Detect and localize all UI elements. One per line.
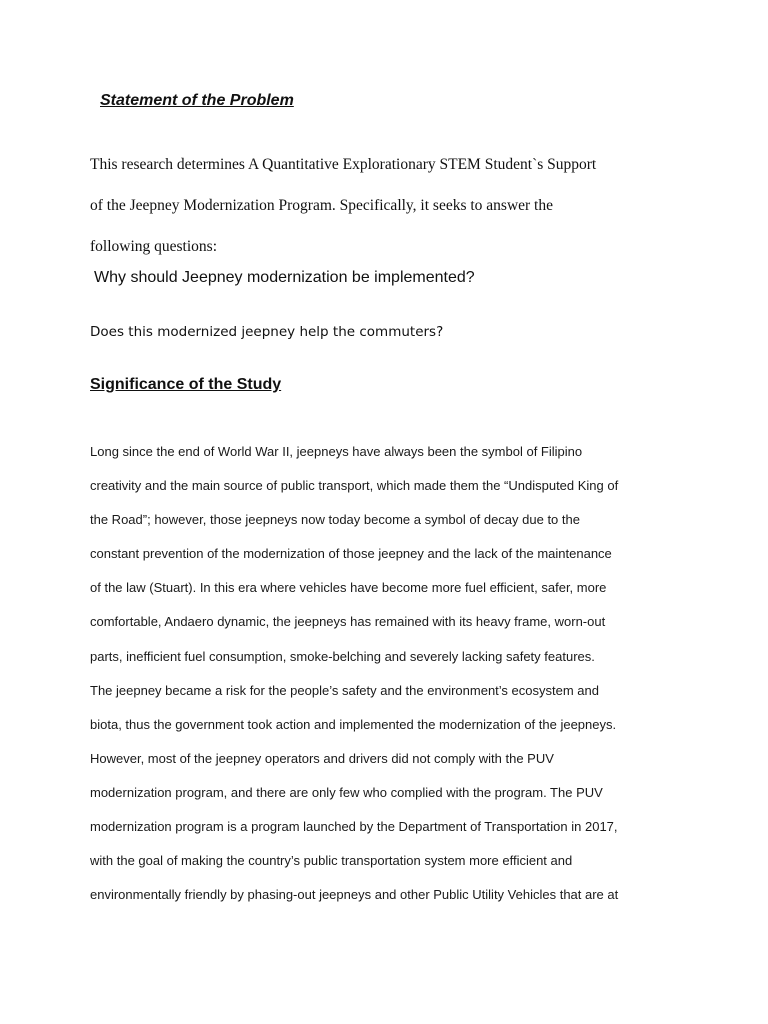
significance-of-study-heading: Significance of the Study — [90, 376, 282, 393]
paragraph-line: modernization program, and there are only few who complied with the program. The PUV — [90, 784, 603, 800]
research-question-2: Does this modernized jeepney help the commuters? — [90, 324, 444, 340]
paragraph-line: with the goal of making the country’s public transportation system more efficient and — [90, 853, 573, 869]
paragraph-line: parts, inefficient fuel consumption, smoke-belching and severely lacking safety features. — [90, 648, 595, 664]
paragraph-line: biota, thus the government took action and implemented the modernization of the jeepneys. — [90, 716, 617, 732]
paragraph-line: modernization program is a program launched by the Department of Transportation in 2017, — [90, 819, 618, 835]
paragraph-line: However, most of the jeepney operators and drivers did not comply with the PUV — [90, 750, 554, 766]
paragraph-line: the Road”; however, those jeepneys now today become a symbol of decay due to the — [90, 512, 580, 528]
paragraph-line: Long since the end of World War II, jeepneys have always been the symbol of Filipino — [90, 444, 583, 459]
significance-paragraph — [90, 441, 690, 918]
paragraph-line: creativity and the main source of public transport, which made them the “Undisputed King of — [90, 478, 619, 494]
paragraph-line: constant prevention of the modernization of those jeepney and the lack of the maintenance — [90, 546, 612, 562]
paragraph-line: comfortable, Andaero dynamic, the jeepneys has remained with its heavy frame, worn-out — [90, 614, 606, 630]
research-intro-paragraph: This research determines A Quantitative Explorationary STEM Student`s Support of the Jeepney Modernization Program. Specifically, it seeks to answer the following questions: — [90, 156, 597, 255]
statement-of-problem-heading: Statement of the Problem — [100, 92, 294, 109]
research-question-1: Why should Jeepney modernization be implemented? — [94, 269, 475, 286]
paragraph-line: The jeepney became a risk for the people’s safety and the environment’s ecosystem and — [90, 682, 599, 698]
paragraph-line: of the law (Stuart). In this era where vehicles have become more fuel efficient, safer, more — [90, 580, 607, 596]
paragraph-line: environmentally friendly by phasing-out jeepneys and other Public Utility Vehicles that are at — [90, 887, 619, 903]
